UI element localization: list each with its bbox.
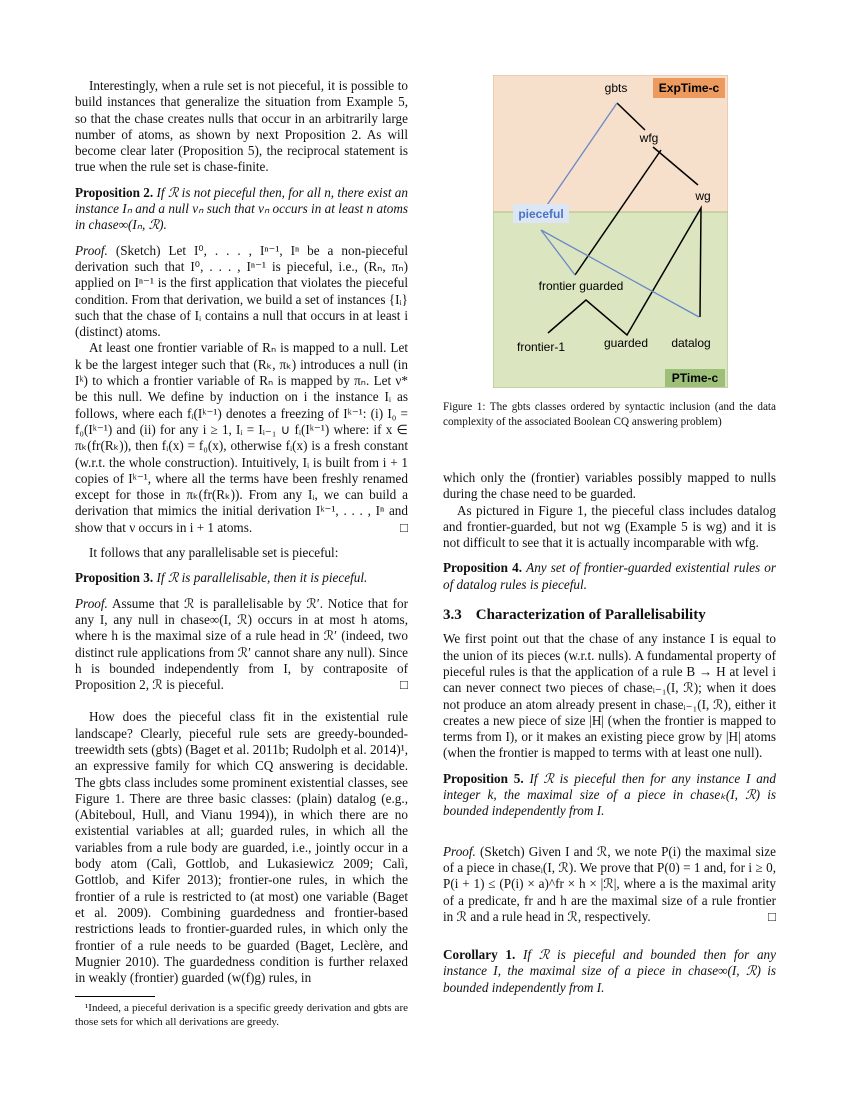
left-column	[75, 78, 408, 1029]
proof-label: Proof.	[75, 242, 108, 258]
figure-1-diagram	[493, 75, 728, 388]
proof-label: Proof.	[75, 595, 108, 611]
proposition-2	[75, 185, 408, 234]
ptime-region	[493, 212, 728, 388]
proof-label: Proof.	[443, 843, 476, 859]
proposition-3	[75, 570, 408, 586]
proof-text: (Sketch) Given I and ℛ, we note P(i) the maximal size of a piece in chaseᵢ(I, ℛ). We prove that P(0) = 1 and, for i ≥ 0, P(i + 1) ≤ (P(i) × a)^fr × h × |ℛ|, where a is the maximal arity of a predicate, fr and h are the maximal size of a rule frontier in ℛ and a rule head in ℛ, respectively.	[443, 843, 776, 924]
proof-text: Assume that ℛ is parallelisable by ℛ′. Notice that for any I, any null in chase∞(I, ℛ) occurs in at most h atoms, where h is the maximal size of a rule head in ℛ′ (indeed, two distinct rule applications from ℛ′ cannot share any null). Since h is bounded independently from I, by contraposite of Proposition 2, ℛ is pieceful.	[75, 595, 408, 693]
qed-symbol: □	[400, 677, 408, 693]
proof	[443, 844, 776, 925]
corollary-body: If ℛ is pieceful and bounded then for any instance I, the maximal size of a piece in chase∞(I, ℛ) is bounded independently from I.	[443, 947, 776, 995]
node-wfg: wfg	[639, 131, 659, 145]
qed-symbol: □	[768, 908, 776, 924]
node-guarded: guarded	[603, 336, 649, 350]
proof-text: At least one frontier variable of Rₙ is mapped to a null. Let k be the largest integer such that (Rₖ, πₖ) introduces a null (in Iᵏ) to which a frontier variable of Rₙ is mapped by πₙ. Let ν* be this null. We define by induction on i the instance Iᵢ as follows, where each fᵢ(Iᵏ⁻¹) denotes a freezing of Iᵏ⁻¹: (i) I₀ = f₀(Iᵏ⁻¹) and (ii) for any i ≥ 1, Iᵢ = Iᵢ₋₁ ∪ fᵢ(Iᵏ⁻¹) where: if x ∈ πₖ(fr(Rₖ)), then fᵢ(x) = f₀(x), otherwise fᵢ(x) is a fresh constant (w.r.t. the whole construction). Intuitively, Iᵢ is built from i + 1 copies of Iᵏ⁻¹, where all the terms have been freshly renamed except for those in πₖ(fr(Rₖ)). From any Iᵢ, we can build a derivation that mimics the initial derivation Iᵏ⁻¹, . . . , Iⁿ and show that ν occurs in i + 1 atoms.	[75, 340, 408, 535]
proof	[75, 243, 408, 341]
proof-continued	[75, 340, 408, 536]
exptime-label: ExpTime-c	[658, 81, 720, 95]
proposition-body: If ℛ is parallelisable, then it is pieceful.	[156, 570, 368, 586]
section-number: 3.3	[443, 607, 462, 624]
section-title: Characterization of Parallelisability	[475, 607, 706, 624]
paragraph: Interestingly, when a rule set is not pieceful, it is possible to build instances that generalize the situation from Example 5, so that the chase creates nulls that occur in an arbitrarily large number of atoms, as shown by next Proposition 2. As will become clear later (Proposition 5), the reciprocal statement is true when the rule set is chase-finite.	[75, 78, 408, 175]
node-wg: wg	[695, 189, 711, 203]
qed-symbol: □	[400, 519, 408, 535]
paragraph: As pictured in Figure 1, the pieceful class includes datalog and frontier-guarded, but not wg (Example 5 is wg) and it is not difficult to see that it is actually incomparable with wfg.	[443, 502, 776, 551]
corollary-label: Corollary 1.	[443, 947, 516, 963]
node-datalog: datalog	[671, 336, 711, 350]
proposition-4	[443, 560, 776, 593]
paragraph: We first point out that the chase of any instance I is equal to the union of its pieces (w.r.t. nulls). A fundamental property of pieceful rules is that the application of a rule B → H at level i can never connect two pieces of chaseᵢ₋₁(I, ℛ); when it does not produce an atom already present in chaseᵢ₋₁(I, ℛ), either it creates a new piece of size |H| (when the frontier is mapped to terms from I), or it makes an existing piece grow by |H| atoms (when the frontier is mapped to terms with at least one null).	[443, 631, 776, 761]
node-frontier-1: frontier-1	[516, 340, 566, 354]
paragraph: which only the (frontier) variables possibly mapped to nulls during the chase need to be guarded.	[443, 470, 776, 502]
ptime-label: PTime-c	[671, 371, 719, 385]
node-frontier-guarded: frontier guarded	[538, 279, 624, 293]
footnote: ¹Indeed, a pieceful derivation is a specific greedy derivation and gbts are those sets for which all derivations are greedy.	[75, 1002, 408, 1029]
node-pieceful: pieceful	[518, 207, 564, 221]
proposition-label: Proposition 5.	[443, 770, 524, 786]
section-heading	[443, 607, 776, 623]
proposition-body: If ℛ is not pieceful then, for all n, there exist an instance Iₙ and a null νₙ such that νₙ occurs in at least n atoms in chase∞(Iₙ, ℛ).	[75, 184, 408, 233]
footnote-rule	[75, 996, 155, 997]
proposition-label: Proposition 4.	[443, 560, 522, 576]
proof	[75, 596, 408, 694]
paragraph: How does the pieceful class fit in the existential rule landscape? Clearly, pieceful rule sets are greedy-bounded-treewidth sets (gbts) (Baget et al. 2011b; Rudolph et al. 2014)¹, an expressive family for which CQ answering is decidable. The gbts class includes some prominent existential classes, see Figure 1. There are three basic classes: (plain) datalog (e.g., (Abiteboul, Hull, and Vianu 1994)), in which there are no existential variables at all; guarded rules, in which all the variables from a rule body are guarded, i.e., jointly occur in a body atom (Calì, Gottlob, and Lukasiewicz 2009; Calì, Gottlob, and Kifer 2013); frontier-one rules, in which the frontier of a rule is restricted to (at most) one variable (Baget et al. 2009). Combining guardedness and frontier-based restrictions leads to frontier-guarded rules, in which only the frontier of a rule needs to be guarded (Baget, Leclère, and Mugnier 2010). The guardedness condition is further relaxed in weakly (frontier) guarded (w(f)g) rules, in	[75, 709, 408, 986]
proposition-label: Proposition 2.	[75, 184, 154, 200]
proposition-body: Any set of frontier-guarded existential rules or of datalog rules is pieceful.	[443, 560, 777, 592]
right-column	[443, 470, 776, 996]
figure-caption: Figure 1: The gbts classes ordered by syntactic inclusion (and the data complexity of the associated Boolean CQ answering problem)	[443, 401, 776, 428]
corollary-1	[443, 947, 776, 996]
proof-text: (Sketch) Let I⁰, . . . , Iⁿ⁻¹, Iⁿ be a non-pieceful derivation such that I⁰, . . . , Iⁿ⁻¹ is pieceful, i.e., (Rₙ, πₙ) applied on Iⁿ⁻¹ is the first application that violates the pieceful condition. From that derivation, we build a set of instances {Iᵢ} such that the chase of Iᵢ contains a null that occurs in at least i (distinct) atoms.	[75, 242, 409, 340]
proposition-label: Proposition 3.	[75, 570, 154, 586]
node-gbts: gbts	[604, 81, 628, 95]
proposition-5	[443, 771, 776, 820]
paragraph: It follows that any parallelisable set is pieceful:	[89, 545, 339, 561]
proposition-body: If ℛ is pieceful then for any instance I and integer k, the maximal size of a piece in chaseₖ(I, ℛ) is bounded independently from I.	[443, 770, 776, 819]
